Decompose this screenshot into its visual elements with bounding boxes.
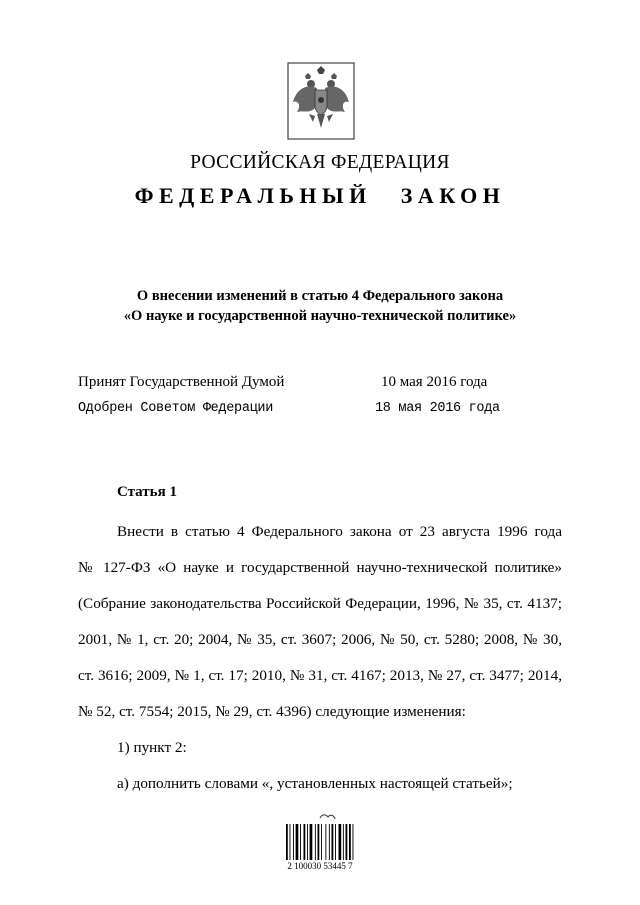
barcode-bar <box>300 824 301 860</box>
barcode-bar <box>353 824 354 860</box>
law-title-line-2: «О науке и государственной научно-технической политике» <box>123 308 517 324</box>
article-line: 2001, № 1, ст. 20; 2004, № 35, ст. 3607; 2006, № 50, ст. 5280; 2008, № 30, <box>78 631 562 648</box>
barcode-bar <box>346 824 348 860</box>
article-line: (Собрание законодательства Российской Федерации, 1996, № 35, ст. 4137; <box>78 595 562 612</box>
adopted-label: Принят Государственной Думой <box>78 374 285 390</box>
document-type: ФЕДЕРАЛЬНЫЙ ЗАКОН <box>134 183 506 208</box>
coat-of-arms-icon <box>287 62 355 140</box>
barcode-bar <box>339 824 342 860</box>
law-title <box>0 286 640 326</box>
article-line: Внести в статью 4 Федерального закона от 23 августа 1996 года <box>117 523 562 540</box>
barcode-bar <box>296 824 299 860</box>
article-body <box>78 514 562 802</box>
law-title-line-1: О внесении изменений в статью 4 Федерального закона <box>136 288 504 304</box>
approved-date: 18 мая 2016 года <box>375 401 500 416</box>
barcode-bar <box>329 824 330 860</box>
barcode-bar <box>286 824 288 860</box>
barcode-bar <box>321 824 322 860</box>
barcode-bar <box>343 824 344 860</box>
barcode-bar <box>318 824 320 860</box>
barcode-bar <box>325 824 326 860</box>
list-item: 1) пункт 2: <box>117 739 187 756</box>
barcode-bar <box>290 824 291 860</box>
barcode-bar <box>335 824 336 860</box>
article-line: № 127-ФЗ «О науке и государственной научно-технической политике» <box>78 559 562 576</box>
barcode-bar <box>315 824 316 860</box>
list-item: а) дополнить словами «, установленных настоящей статьей»; <box>117 775 513 792</box>
barcode-bar <box>304 824 306 860</box>
approved-label: Одобрен Советом Федерации <box>78 401 274 416</box>
adopted-date: 10 мая 2016 года <box>381 374 488 390</box>
article-line: ст. 3616; 2009, № 1, ст. 17; 2010, № 31, ст. 4167; 2013, № 27, ст. 3477; 2014, <box>78 667 562 684</box>
barcode-bar <box>349 824 351 860</box>
article-line: № 52, ст. 7554; 2015, № 29, ст. 4396) следующие изменения: <box>78 703 466 720</box>
country-name: РОССИЙСКАЯ ФЕДЕРАЦИЯ <box>190 152 450 173</box>
barcode-bar <box>332 824 334 860</box>
article-heading: Статья 1 <box>117 484 177 500</box>
barcode-bar <box>307 824 308 860</box>
barcode-number: 2 100030 53445 7 <box>287 861 353 871</box>
barcode-bar <box>293 824 294 860</box>
barcode-bar <box>310 824 313 860</box>
